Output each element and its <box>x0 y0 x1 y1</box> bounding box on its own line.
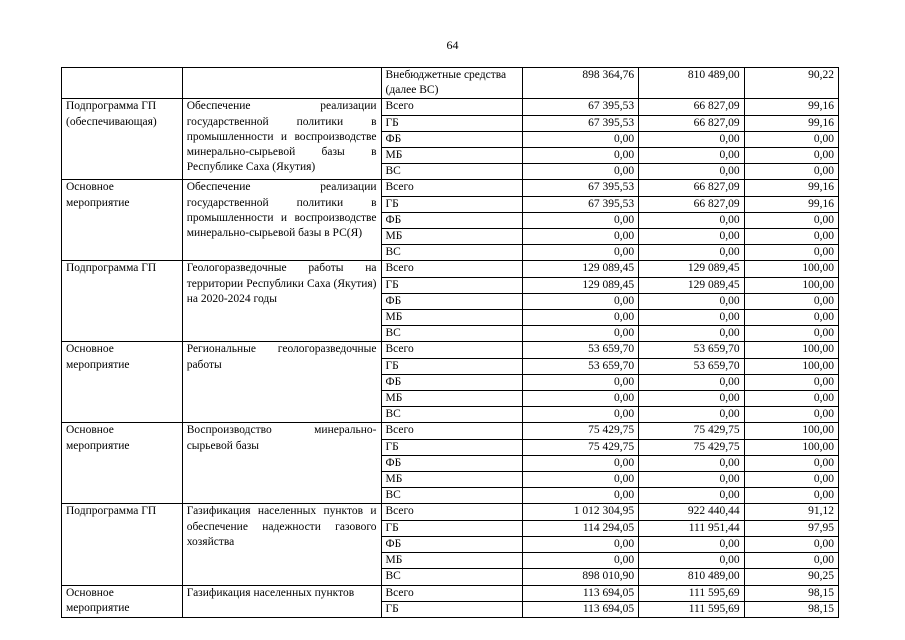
program-name-cell <box>182 68 381 99</box>
funding-source-cell: ФБ <box>381 455 522 471</box>
funding-source-cell: ГБ <box>381 115 522 131</box>
program-name-cell: Геологоразведочные работы на территории Республики Саха (Якутия) на 2020-2024 годы <box>182 261 381 342</box>
planned-amount-cell: 0,00 <box>522 131 639 147</box>
execution-percent-cell: 98,15 <box>744 585 838 601</box>
program-type-cell: Подпрограмма ГП (обеспечивающая) <box>62 99 183 180</box>
program-name-cell: Обеспечение реализации государственной политики в промышленности и воспроизводстве минерально-сырьевой базы в Республике Саха (Якутия) <box>182 99 381 180</box>
planned-amount-cell: 75 429,75 <box>522 439 639 455</box>
actual-amount-cell: 75 429,75 <box>639 423 744 439</box>
actual-amount-cell: 66 827,09 <box>639 99 744 115</box>
planned-amount-cell: 0,00 <box>522 391 639 407</box>
funding-source-cell: ВС <box>381 407 522 423</box>
program-type-cell <box>62 68 183 99</box>
planned-amount-cell: 129 089,45 <box>522 277 639 293</box>
planned-amount-cell: 0,00 <box>522 472 639 488</box>
program-type-cell: Основное мероприятие <box>62 180 183 261</box>
table-row <box>62 261 839 277</box>
funding-source-cell: ФБ <box>381 374 522 390</box>
actual-amount-cell: 129 089,45 <box>639 277 744 293</box>
funding-source-cell: ВС <box>381 569 522 585</box>
funding-source-cell: ФБ <box>381 212 522 228</box>
planned-amount-cell: 53 659,70 <box>522 358 639 374</box>
execution-percent-cell: 0,00 <box>744 310 838 326</box>
planned-amount-cell: 0,00 <box>522 488 639 504</box>
execution-percent-cell: 99,16 <box>744 180 838 196</box>
execution-percent-cell: 99,16 <box>744 99 838 115</box>
actual-amount-cell: 0,00 <box>639 293 744 309</box>
funding-source-cell: МБ <box>381 472 522 488</box>
execution-percent-cell: 90,22 <box>744 68 838 99</box>
funding-source-cell: Внебюджетные средства (далее ВС) <box>381 68 522 99</box>
execution-percent-cell: 0,00 <box>744 148 838 164</box>
execution-percent-cell: 0,00 <box>744 212 838 228</box>
funding-source-cell: ВС <box>381 245 522 261</box>
table-row <box>62 180 839 196</box>
funding-source-cell: ГБ <box>381 196 522 212</box>
funding-source-cell: ВС <box>381 326 522 342</box>
funding-source-cell: ГБ <box>381 439 522 455</box>
actual-amount-cell: 0,00 <box>639 391 744 407</box>
table-row <box>62 504 839 520</box>
execution-percent-cell: 0,00 <box>744 229 838 245</box>
funding-source-cell: ГБ <box>381 358 522 374</box>
planned-amount-cell: 67 395,53 <box>522 196 639 212</box>
planned-amount-cell: 898 010,90 <box>522 569 639 585</box>
execution-percent-cell: 99,16 <box>744 196 838 212</box>
planned-amount-cell: 113 694,05 <box>522 585 639 601</box>
execution-percent-cell: 0,00 <box>744 391 838 407</box>
table-body <box>62 68 839 618</box>
actual-amount-cell: 0,00 <box>639 374 744 390</box>
budget-execution-table <box>61 67 839 618</box>
execution-percent-cell: 91,12 <box>744 504 838 520</box>
program-name-cell: Газификация населенных пунктов <box>182 585 381 617</box>
funding-source-cell: МБ <box>381 229 522 245</box>
actual-amount-cell: 129 089,45 <box>639 261 744 277</box>
planned-amount-cell: 0,00 <box>522 212 639 228</box>
planned-amount-cell: 113 694,05 <box>522 601 639 617</box>
program-name-cell: Газификация населенных пунктов и обеспечение надежности газового хозяйства <box>182 504 381 585</box>
actual-amount-cell: 810 489,00 <box>639 68 744 99</box>
actual-amount-cell: 66 827,09 <box>639 180 744 196</box>
table-row <box>62 585 839 601</box>
funding-source-cell: Всего <box>381 504 522 520</box>
actual-amount-cell: 0,00 <box>639 407 744 423</box>
execution-percent-cell: 0,00 <box>744 164 838 180</box>
planned-amount-cell: 129 089,45 <box>522 261 639 277</box>
planned-amount-cell: 0,00 <box>522 536 639 552</box>
planned-amount-cell: 1 012 304,95 <box>522 504 639 520</box>
planned-amount-cell: 0,00 <box>522 326 639 342</box>
actual-amount-cell: 53 659,70 <box>639 358 744 374</box>
execution-percent-cell: 0,00 <box>744 293 838 309</box>
actual-amount-cell: 111 595,69 <box>639 601 744 617</box>
funding-source-cell: ВС <box>381 488 522 504</box>
execution-percent-cell: 0,00 <box>744 488 838 504</box>
execution-percent-cell: 100,00 <box>744 423 838 439</box>
execution-percent-cell: 100,00 <box>744 261 838 277</box>
execution-percent-cell: 0,00 <box>744 245 838 261</box>
actual-amount-cell: 0,00 <box>639 310 744 326</box>
funding-source-cell: Всего <box>381 261 522 277</box>
actual-amount-cell: 53 659,70 <box>639 342 744 358</box>
planned-amount-cell: 0,00 <box>522 553 639 569</box>
actual-amount-cell: 0,00 <box>639 212 744 228</box>
planned-amount-cell: 0,00 <box>522 245 639 261</box>
actual-amount-cell: 922 440,44 <box>639 504 744 520</box>
program-type-cell: Подпрограмма ГП <box>62 504 183 585</box>
actual-amount-cell: 0,00 <box>639 553 744 569</box>
execution-percent-cell: 0,00 <box>744 374 838 390</box>
actual-amount-cell: 0,00 <box>639 164 744 180</box>
page-number: 64 <box>446 38 459 52</box>
planned-amount-cell: 0,00 <box>522 407 639 423</box>
table-row <box>62 342 839 358</box>
program-type-cell: Подпрограмма ГП <box>62 261 183 342</box>
funding-source-cell: ФБ <box>381 131 522 147</box>
execution-percent-cell: 99,16 <box>744 115 838 131</box>
actual-amount-cell: 66 827,09 <box>639 196 744 212</box>
table-row <box>62 68 839 99</box>
planned-amount-cell: 0,00 <box>522 374 639 390</box>
funding-source-cell: ФБ <box>381 536 522 552</box>
planned-amount-cell: 114 294,05 <box>522 520 639 536</box>
planned-amount-cell: 0,00 <box>522 148 639 164</box>
funding-source-cell: Всего <box>381 180 522 196</box>
funding-source-cell: МБ <box>381 553 522 569</box>
funding-source-cell: МБ <box>381 391 522 407</box>
actual-amount-cell: 0,00 <box>639 326 744 342</box>
execution-percent-cell: 98,15 <box>744 601 838 617</box>
planned-amount-cell: 0,00 <box>522 455 639 471</box>
program-name-cell: Обеспечение реализации государственной политики в промышленности и воспроизводстве минерально-сырьевой базы в РС(Я) <box>182 180 381 261</box>
program-type-cell: Основное мероприятие <box>62 342 183 423</box>
planned-amount-cell: 53 659,70 <box>522 342 639 358</box>
table-row <box>62 99 839 115</box>
funding-source-cell: ГБ <box>381 601 522 617</box>
program-name-cell: Воспроизводство минерально-сырьевой базы <box>182 423 381 504</box>
execution-percent-cell: 0,00 <box>744 455 838 471</box>
actual-amount-cell: 810 489,00 <box>639 569 744 585</box>
actual-amount-cell: 0,00 <box>639 536 744 552</box>
funding-source-cell: МБ <box>381 310 522 326</box>
execution-percent-cell: 97,95 <box>744 520 838 536</box>
actual-amount-cell: 0,00 <box>639 148 744 164</box>
execution-percent-cell: 90,25 <box>744 569 838 585</box>
execution-percent-cell: 100,00 <box>744 342 838 358</box>
execution-percent-cell: 0,00 <box>744 131 838 147</box>
funding-source-cell: Всего <box>381 423 522 439</box>
execution-percent-cell: 0,00 <box>744 472 838 488</box>
actual-amount-cell: 75 429,75 <box>639 439 744 455</box>
planned-amount-cell: 75 429,75 <box>522 423 639 439</box>
table-row <box>62 423 839 439</box>
planned-amount-cell: 67 395,53 <box>522 180 639 196</box>
program-type-cell: Основное мероприятие <box>62 585 183 617</box>
funding-source-cell: ВС <box>381 164 522 180</box>
actual-amount-cell: 0,00 <box>639 229 744 245</box>
execution-percent-cell: 0,00 <box>744 553 838 569</box>
planned-amount-cell: 67 395,53 <box>522 115 639 131</box>
execution-percent-cell: 100,00 <box>744 439 838 455</box>
funding-source-cell: Всего <box>381 585 522 601</box>
planned-amount-cell: 67 395,53 <box>522 99 639 115</box>
execution-percent-cell: 0,00 <box>744 536 838 552</box>
execution-percent-cell: 100,00 <box>744 358 838 374</box>
funding-source-cell: Всего <box>381 99 522 115</box>
funding-source-cell: МБ <box>381 148 522 164</box>
planned-amount-cell: 0,00 <box>522 310 639 326</box>
execution-percent-cell: 0,00 <box>744 407 838 423</box>
actual-amount-cell: 0,00 <box>639 472 744 488</box>
planned-amount-cell: 0,00 <box>522 293 639 309</box>
actual-amount-cell: 66 827,09 <box>639 115 744 131</box>
planned-amount-cell: 0,00 <box>522 229 639 245</box>
funding-source-cell: ГБ <box>381 520 522 536</box>
execution-percent-cell: 0,00 <box>744 326 838 342</box>
actual-amount-cell: 0,00 <box>639 245 744 261</box>
program-type-cell: Основное мероприятие <box>62 423 183 504</box>
funding-source-cell: ФБ <box>381 293 522 309</box>
actual-amount-cell: 0,00 <box>639 488 744 504</box>
program-name-cell: Региональные геологоразведочные работы <box>182 342 381 423</box>
execution-percent-cell: 100,00 <box>744 277 838 293</box>
actual-amount-cell: 0,00 <box>639 131 744 147</box>
actual-amount-cell: 111 595,69 <box>639 585 744 601</box>
actual-amount-cell: 111 951,44 <box>639 520 744 536</box>
funding-source-cell: ГБ <box>381 277 522 293</box>
actual-amount-cell: 0,00 <box>639 455 744 471</box>
planned-amount-cell: 0,00 <box>522 164 639 180</box>
funding-source-cell: Всего <box>381 342 522 358</box>
planned-amount-cell: 898 364,76 <box>522 68 639 99</box>
